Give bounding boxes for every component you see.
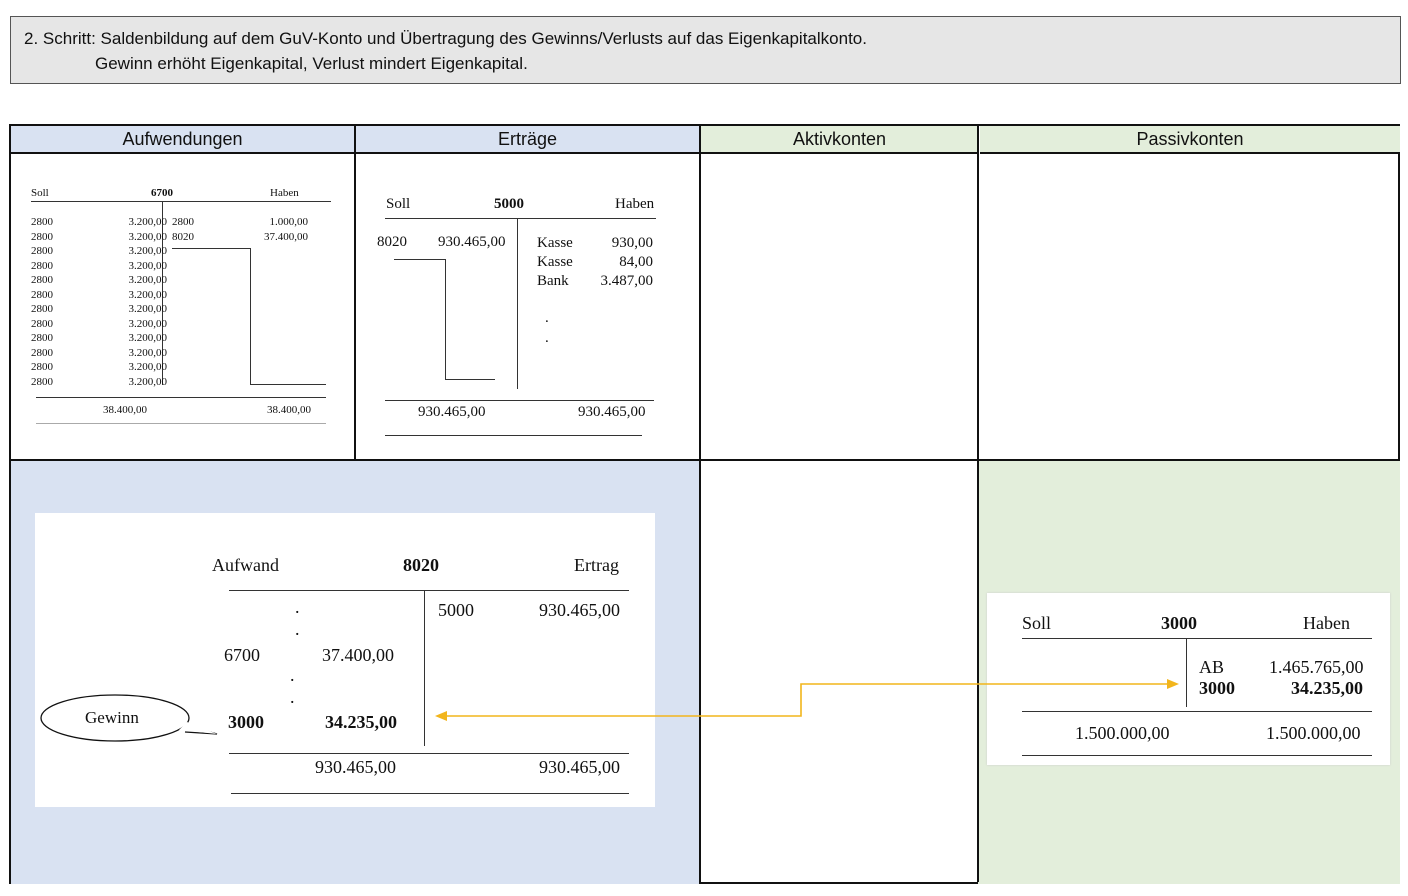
row-betrag: 3.200,00: [128, 259, 167, 272]
row-betrag: 3.200,00: [128, 288, 167, 301]
ellipsis-dot: .: [295, 619, 300, 639]
header-aufwendungen: Aufwendungen: [11, 126, 354, 154]
account-row: [31, 288, 167, 303]
account-row: [172, 215, 308, 230]
t-line: [517, 219, 518, 389]
row-gegenkonto: 2800: [31, 332, 53, 344]
sum-line: [385, 400, 654, 401]
account-number: 3000: [1161, 613, 1197, 633]
account-number: 6700: [151, 187, 173, 199]
sum-line: [1022, 755, 1372, 756]
header-passivkonten: Passivkonten: [980, 126, 1400, 154]
t-account-5000: [356, 154, 699, 459]
sum-line: [36, 397, 326, 398]
row-gegenkonto: 2800: [31, 216, 53, 228]
buchhalternase: [172, 248, 250, 249]
row-gegenkonto: 2800: [31, 346, 53, 359]
haben-label: Haben: [270, 187, 299, 199]
row-betrag: 3.200,00: [128, 274, 167, 286]
account-row: [31, 215, 167, 230]
summe-haben: 38.400,00: [267, 404, 311, 416]
account-row: [31, 244, 167, 259]
t-line: [31, 201, 331, 202]
sum-line: [36, 423, 326, 424]
haben-betrag: 930.465,00: [539, 600, 620, 620]
row-gegenkonto: 2800: [31, 375, 53, 388]
row-gegenkonto: 2800: [31, 317, 53, 330]
haben-gegenkonto: 5000: [438, 600, 474, 620]
haben-betrag: 1.465.765,00: [1269, 657, 1364, 677]
step-banner: [10, 16, 1401, 84]
summe-haben: 930.465,00: [539, 757, 620, 777]
row-gegenkonto: 2800: [31, 245, 53, 257]
grid-divider: [11, 459, 1400, 461]
account-row: [31, 346, 167, 361]
aufwand-label: Aufwand: [212, 555, 279, 575]
row-betrag: 3.200,00: [128, 216, 167, 228]
account-row: [172, 230, 308, 245]
account-number: 5000: [494, 196, 524, 212]
summe-soll: 1.500.000,00: [1075, 723, 1170, 743]
row-betrag: 3.200,00: [128, 317, 167, 330]
haben-label: Haben: [615, 196, 655, 212]
t-line: [1022, 638, 1372, 639]
row-gegenkonto: 8020: [172, 230, 194, 243]
t-line: [424, 591, 425, 746]
row-betrag: 3.200,00: [128, 375, 167, 388]
row-betrag: 3.200,00: [128, 346, 167, 359]
account-row: [31, 230, 167, 245]
haben-rows: [172, 215, 308, 244]
row-gegenkonto: 2800: [31, 274, 53, 286]
buchhalternase: [394, 259, 445, 260]
account-row: [537, 272, 655, 291]
summe-soll: 930.465,00: [418, 404, 486, 420]
ellipsis-dot: .: [290, 687, 295, 707]
haben-betrag: 34.235,00: [1291, 678, 1363, 698]
buchhalternase: [250, 248, 251, 384]
soll-label: Soll: [1022, 613, 1052, 633]
ellipsis-dot: .: [545, 330, 549, 346]
banner-line-1: 2. Schritt: Saldenbildung auf dem GuV-Konto und Übertragung des Gewinns/Verlusts auf das Eigenkapitalkonto.: [24, 29, 867, 48]
soll-betrag: 930.465,00: [438, 234, 506, 250]
banner-line-2: Gewinn erhöht Eigenkapital, Verlust mindert Eigenkapital.: [95, 54, 528, 73]
t-line: [229, 590, 629, 591]
ellipsis-dot: .: [545, 310, 549, 326]
gewinn-betrag: 34.235,00: [325, 712, 397, 732]
row-betrag: 3.200,00: [128, 332, 167, 344]
summe-soll: 38.400,00: [103, 404, 147, 416]
haben-gegenkonto: AB: [1199, 657, 1225, 677]
row-betrag: 37.400,00: [264, 230, 308, 243]
account-number: 8020: [403, 555, 439, 575]
aufwand-betrag: 37.400,00: [322, 645, 394, 665]
row-gegenkonto: Kasse: [537, 254, 573, 270]
row-gegenkonto: Kasse: [537, 235, 573, 251]
ertrag-label: Ertrag: [574, 555, 619, 575]
account-row: [537, 253, 655, 272]
haben-gegenkonto: 3000: [1199, 678, 1235, 698]
row-betrag: 930,00: [611, 235, 653, 251]
row-gegenkonto: 2800: [31, 230, 53, 243]
buchhalternase: [445, 379, 495, 380]
account-row: [31, 331, 167, 346]
account-row: [31, 317, 167, 332]
buchhalternase: [250, 384, 326, 385]
account-row: [31, 273, 167, 288]
grid-divider: [977, 126, 979, 882]
gewinn-bubble-label: Gewinn: [85, 708, 139, 727]
summe-soll: 930.465,00: [315, 757, 396, 777]
row-betrag: 3.487,00: [600, 273, 653, 289]
summe-haben: 930.465,00: [578, 404, 646, 420]
t-account-6700: [11, 154, 354, 459]
row-gegenkonto: Bank: [537, 273, 569, 289]
ellipsis-dot: .: [295, 597, 300, 617]
row-betrag: 3.200,00: [128, 230, 167, 243]
soll-label: Soll: [386, 196, 411, 212]
gewinn-gegenkonto: 3000: [228, 712, 264, 732]
row-betrag: 3.200,00: [128, 303, 167, 315]
row-gegenkonto: 2800: [31, 361, 53, 373]
account-row: [537, 234, 655, 253]
account-row: [31, 259, 167, 274]
sum-line: [385, 435, 642, 436]
t-account-8020: [35, 513, 655, 807]
row-betrag: 3.200,00: [128, 361, 167, 373]
account-row: [31, 375, 167, 390]
t-line: [385, 218, 656, 219]
haben-rows: [537, 234, 655, 291]
t-line: [1186, 639, 1187, 707]
soll-gegenkonto: 8020: [377, 234, 407, 250]
account-grid: [9, 124, 1400, 884]
sum-line: [231, 793, 629, 794]
row-betrag: 84,00: [619, 254, 653, 270]
row-gegenkonto: 2800: [172, 216, 194, 228]
soll-label: Soll: [31, 187, 49, 199]
header-aktivkonten: Aktivkonten: [701, 126, 978, 154]
row-gegenkonto: 2800: [31, 259, 53, 272]
sum-line: [229, 753, 629, 754]
row-betrag: 1.000,00: [269, 216, 308, 228]
grid-divider: [699, 126, 701, 882]
row-gegenkonto: 2800: [31, 303, 53, 315]
row-gegenkonto: 2800: [31, 288, 53, 301]
haben-label: Haben: [1303, 613, 1350, 633]
ellipsis-dot: .: [290, 665, 295, 685]
header-ertraege: Erträge: [356, 126, 699, 154]
row-betrag: 3.200,00: [128, 245, 167, 257]
summe-haben: 1.500.000,00: [1266, 723, 1361, 743]
account-row: [31, 360, 167, 375]
aufwand-gegenkonto: 6700: [224, 645, 260, 665]
transfer-arrow-icon: [431, 674, 1181, 724]
account-row: [31, 302, 167, 317]
buchhalternase: [445, 259, 446, 379]
soll-rows: [31, 215, 167, 389]
